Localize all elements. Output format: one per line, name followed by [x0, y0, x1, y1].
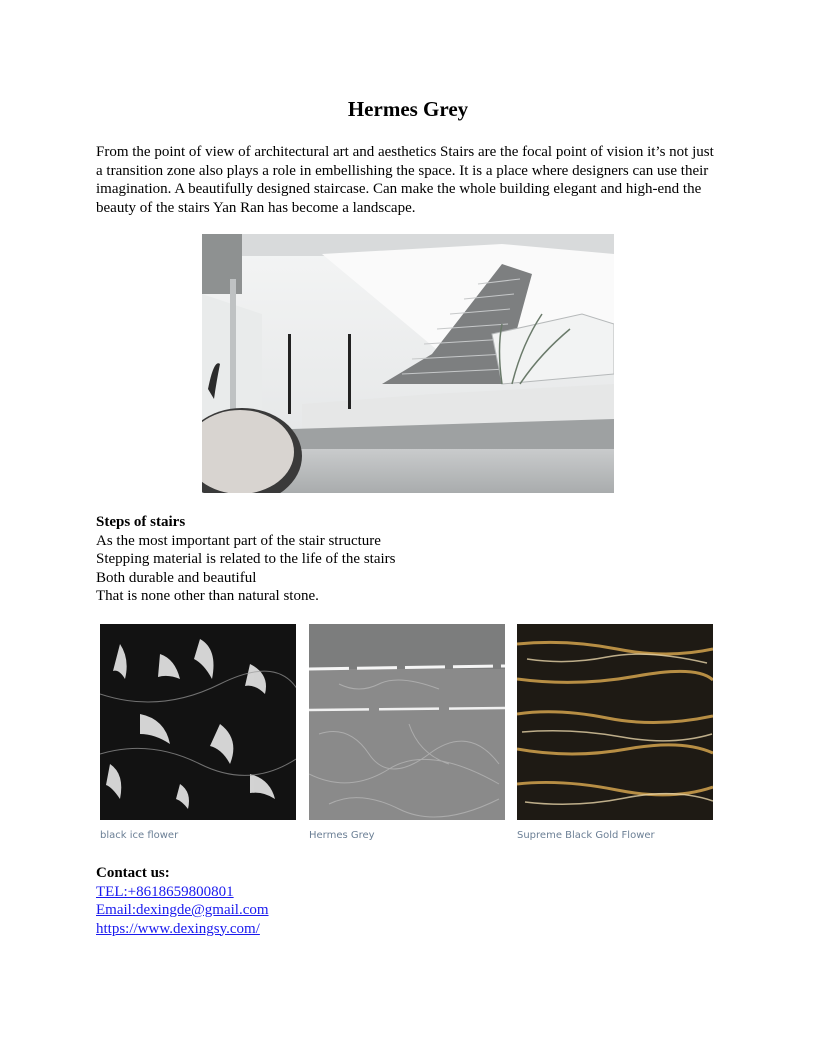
hermes-grey-swatch — [309, 624, 505, 820]
website-link[interactable]: https://www.dexingsy.com/ — [96, 920, 260, 937]
staircase-photo — [202, 234, 614, 493]
caption-supreme-black-gold-flower: Supreme Black Gold Flower — [517, 830, 655, 841]
intro-paragraph: From the point of view of architectural art and aesthetics Stairs are the focal point of vision it’s not just a transition zone also plays a role in embellishing the space. It is a place where designers can use their imagination. A beautifully designed staircase. Can make the whole building elegant and high-end the beauty of the stairs Yan Ran has become a landscape. — [96, 144, 714, 216]
black-gold-marble-swatch-icon — [517, 624, 713, 820]
steps-line: As the most important part of the stair structure — [96, 532, 381, 549]
steps-heading: Steps of stairs — [96, 514, 186, 530]
tel-link[interactable]: TEL:+8618659800801 — [96, 883, 234, 900]
caption-hermes-grey: Hermes Grey — [309, 830, 375, 841]
steps-section — [96, 513, 696, 606]
steps-line: Stepping material is related to the life of the stairs — [96, 551, 396, 567]
steps-line: Both durable and beautiful — [96, 569, 257, 586]
caption-black-ice-flower: black ice flower — [100, 830, 179, 841]
grey-marble-swatch-icon — [309, 624, 505, 820]
page-title: Hermes Grey — [347, 97, 469, 121]
contact-heading: Contact us: — [96, 865, 170, 881]
supreme-black-gold-flower-swatch — [517, 624, 713, 820]
black-ice-flower-swatch — [100, 624, 296, 820]
email-link[interactable]: Email:dexingde@gmail.com — [96, 902, 269, 918]
staircase-illustration-icon — [202, 234, 614, 493]
black-marble-swatch-icon — [100, 624, 296, 820]
steps-line: That is none other than natural stone. — [96, 588, 319, 604]
contact-section — [96, 864, 269, 938]
